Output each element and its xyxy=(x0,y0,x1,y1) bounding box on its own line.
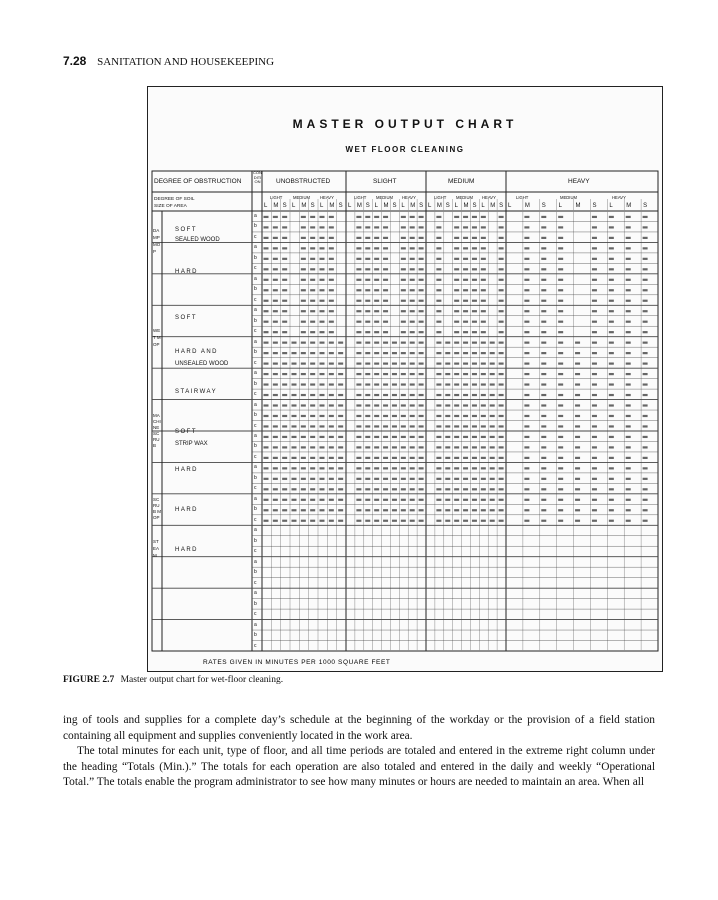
condition-code: b xyxy=(254,317,257,324)
size-letter: S xyxy=(392,203,397,209)
soil-heavy: HEAVY xyxy=(482,195,496,200)
condition-code: b xyxy=(254,380,257,387)
obstruction-heavy: HEAVY xyxy=(568,178,590,185)
obstruction-unobstructed: UNOBSTRUCTED xyxy=(276,178,331,185)
figure-caption-text: Master output chart for wet-floor cleaning. xyxy=(120,675,284,685)
condition-code: b xyxy=(254,632,257,639)
soil-light: LIGHT xyxy=(354,195,367,200)
size-letter: S xyxy=(338,203,343,209)
condition-code: a xyxy=(254,495,257,502)
size-letter: M xyxy=(329,203,335,209)
soil-medium: MEDIUM xyxy=(293,195,310,200)
condition-code: a xyxy=(254,401,257,408)
method-damp-mop: DAMP MOP xyxy=(153,228,161,254)
chart-footer: RATES GIVEN IN MINUTES PER 1000 SQUARE FEET xyxy=(203,659,391,666)
method-machine-scrub: MACHINE SCRUB xyxy=(153,413,161,448)
condition-code: c xyxy=(254,265,257,272)
chart-subtitle: WET FLOOR CLEANING xyxy=(345,145,465,154)
condition-code: c xyxy=(254,485,257,492)
size-letter: M xyxy=(273,203,279,209)
condition-code: a xyxy=(254,558,257,565)
size-letter: M xyxy=(626,203,632,209)
condition-label: CONDITION xyxy=(253,170,262,185)
size-letter: L xyxy=(558,203,562,209)
size-letter: L xyxy=(348,203,352,209)
soil-light: LIGHT xyxy=(516,195,529,200)
size-letter: M xyxy=(490,203,496,209)
size-letter: M xyxy=(410,203,416,209)
soil-light: LIGHT xyxy=(434,195,447,200)
condition-code: c xyxy=(254,611,257,618)
condition-code: c xyxy=(254,516,257,523)
size-letter: L xyxy=(508,203,512,209)
size-letter: M xyxy=(383,203,389,209)
soil-header: DEGREE OF SOIL xyxy=(154,197,195,202)
paragraph-1: ing of tools and supplies for a complete day’s schedule at the beginning of the workday or the provision of a field station containing all equipment and supplies conveniently located in the work area. xyxy=(63,714,655,742)
condition-code: a xyxy=(254,307,257,314)
size-letter: M xyxy=(575,203,581,209)
size-letter: S xyxy=(472,203,477,209)
size-letter: M xyxy=(524,203,530,209)
condition-code: c xyxy=(254,359,257,366)
floor-soft: SOFT xyxy=(175,227,197,233)
soil-heavy: HEAVY xyxy=(402,195,416,200)
condition-code: c xyxy=(254,296,257,303)
floor-hard: HARD xyxy=(175,507,199,513)
floor-unsealed-wood: UNSEALED WOOD xyxy=(175,361,229,367)
floor-strip-wax: STRIP WAX xyxy=(175,441,208,447)
condition-code: a xyxy=(254,527,257,534)
size-letter: M xyxy=(301,203,307,209)
size-letter: L xyxy=(609,203,613,209)
paragraph-2: The total minutes for each unit, type of floor, and all time periods are totaled and entered in the extreme right column under the heading “Totals (Min.).” The totals for each operation are also totaled and entered in the daily and weekly “Operational Total.” The totals enable the program administrator to see how many minutes or hours are needed to maintain an area. When all xyxy=(63,745,655,789)
condition-code: a xyxy=(254,464,257,471)
master-output-chart xyxy=(147,86,663,672)
condition-code: b xyxy=(254,223,257,230)
condition-code: b xyxy=(254,443,257,450)
obstruction-header: DEGREE OF OBSTRUCTION xyxy=(154,178,242,185)
floor-hard-and: HARD AND xyxy=(175,349,219,355)
size-letter: S xyxy=(541,203,546,209)
size-letter: L xyxy=(481,203,485,209)
size-letter: L xyxy=(292,203,296,209)
soil-heavy: HEAVY xyxy=(612,195,626,200)
size-letter: L xyxy=(401,203,405,209)
condition-code: c xyxy=(254,391,257,398)
condition-code: b xyxy=(254,474,257,481)
condition-code: b xyxy=(254,286,257,293)
condition-code: b xyxy=(254,600,257,607)
condition-code: b xyxy=(254,506,257,513)
condition-code: c xyxy=(254,233,257,240)
condition-code: c xyxy=(254,328,257,335)
section-title: SANITATION AND HOUSEKEEPING xyxy=(97,56,275,68)
obstruction-medium: MEDIUM xyxy=(448,178,475,185)
soil-medium: MEDIUM xyxy=(560,195,577,200)
condition-code: b xyxy=(254,569,257,576)
condition-code: b xyxy=(254,412,257,419)
condition-code: a xyxy=(254,590,257,597)
size-letter: S xyxy=(499,203,504,209)
floor-soft: SOFT xyxy=(175,315,197,321)
chart-grid xyxy=(148,87,662,671)
floor-stairway: STAIRWAY xyxy=(175,389,218,395)
size-letter: S xyxy=(643,203,648,209)
size-letter: M xyxy=(436,203,442,209)
size-header: SIZE OF AREA xyxy=(154,204,187,209)
figure-caption xyxy=(63,675,283,685)
soil-light: LIGHT xyxy=(270,195,283,200)
soil-medium: MEDIUM xyxy=(376,195,393,200)
condition-code: a xyxy=(254,213,257,219)
condition-code: b xyxy=(254,254,257,261)
condition-code: a xyxy=(254,621,257,628)
size-letter: S xyxy=(282,203,287,209)
size-letter: S xyxy=(310,203,315,209)
condition-code: c xyxy=(254,453,257,460)
size-letter: S xyxy=(445,203,450,209)
condition-code: a xyxy=(254,275,257,282)
size-letter: L xyxy=(320,203,324,209)
floor-hard: HARD xyxy=(175,547,199,553)
size-letter: L xyxy=(264,203,268,209)
size-letter: S xyxy=(365,203,370,209)
size-letter: S xyxy=(419,203,424,209)
condition-code: b xyxy=(254,349,257,356)
size-letter: S xyxy=(592,203,597,209)
floor-sealed-wood: SEALED WOOD xyxy=(175,237,220,243)
page-number: 7.28 xyxy=(63,54,87,68)
method-scrub-mop: SCRUB MOP xyxy=(153,497,162,520)
running-head xyxy=(63,54,274,68)
condition-code: c xyxy=(254,642,257,649)
figure-label: FIGURE 2.7 xyxy=(63,675,115,685)
condition-code: a xyxy=(254,370,257,377)
floor-hard: HARD xyxy=(175,269,199,275)
floor-hard: HARD xyxy=(175,467,199,473)
obstruction-slight: SLIGHT xyxy=(373,178,397,185)
floor-soft: SOFT xyxy=(175,429,197,435)
size-letter: L xyxy=(454,203,458,209)
condition-code: b xyxy=(254,537,257,544)
condition-code: c xyxy=(254,422,257,429)
condition-code: a xyxy=(254,433,257,439)
method-steam: STEAM xyxy=(153,539,160,558)
soil-heavy: HEAVY xyxy=(320,195,334,200)
condition-code: a xyxy=(254,338,257,345)
condition-code: c xyxy=(254,548,257,555)
condition-code: a xyxy=(254,244,257,251)
size-letter: M xyxy=(463,203,469,209)
chart-title: MASTER OUTPUT CHART xyxy=(292,117,518,131)
size-letter: L xyxy=(374,203,378,209)
method-wet-mop: WET MOP xyxy=(153,328,161,347)
size-letter: L xyxy=(428,203,432,209)
size-letter: M xyxy=(356,203,362,209)
soil-medium: MEDIUM xyxy=(456,195,473,200)
body-text xyxy=(63,713,655,791)
condition-code: c xyxy=(254,579,257,586)
